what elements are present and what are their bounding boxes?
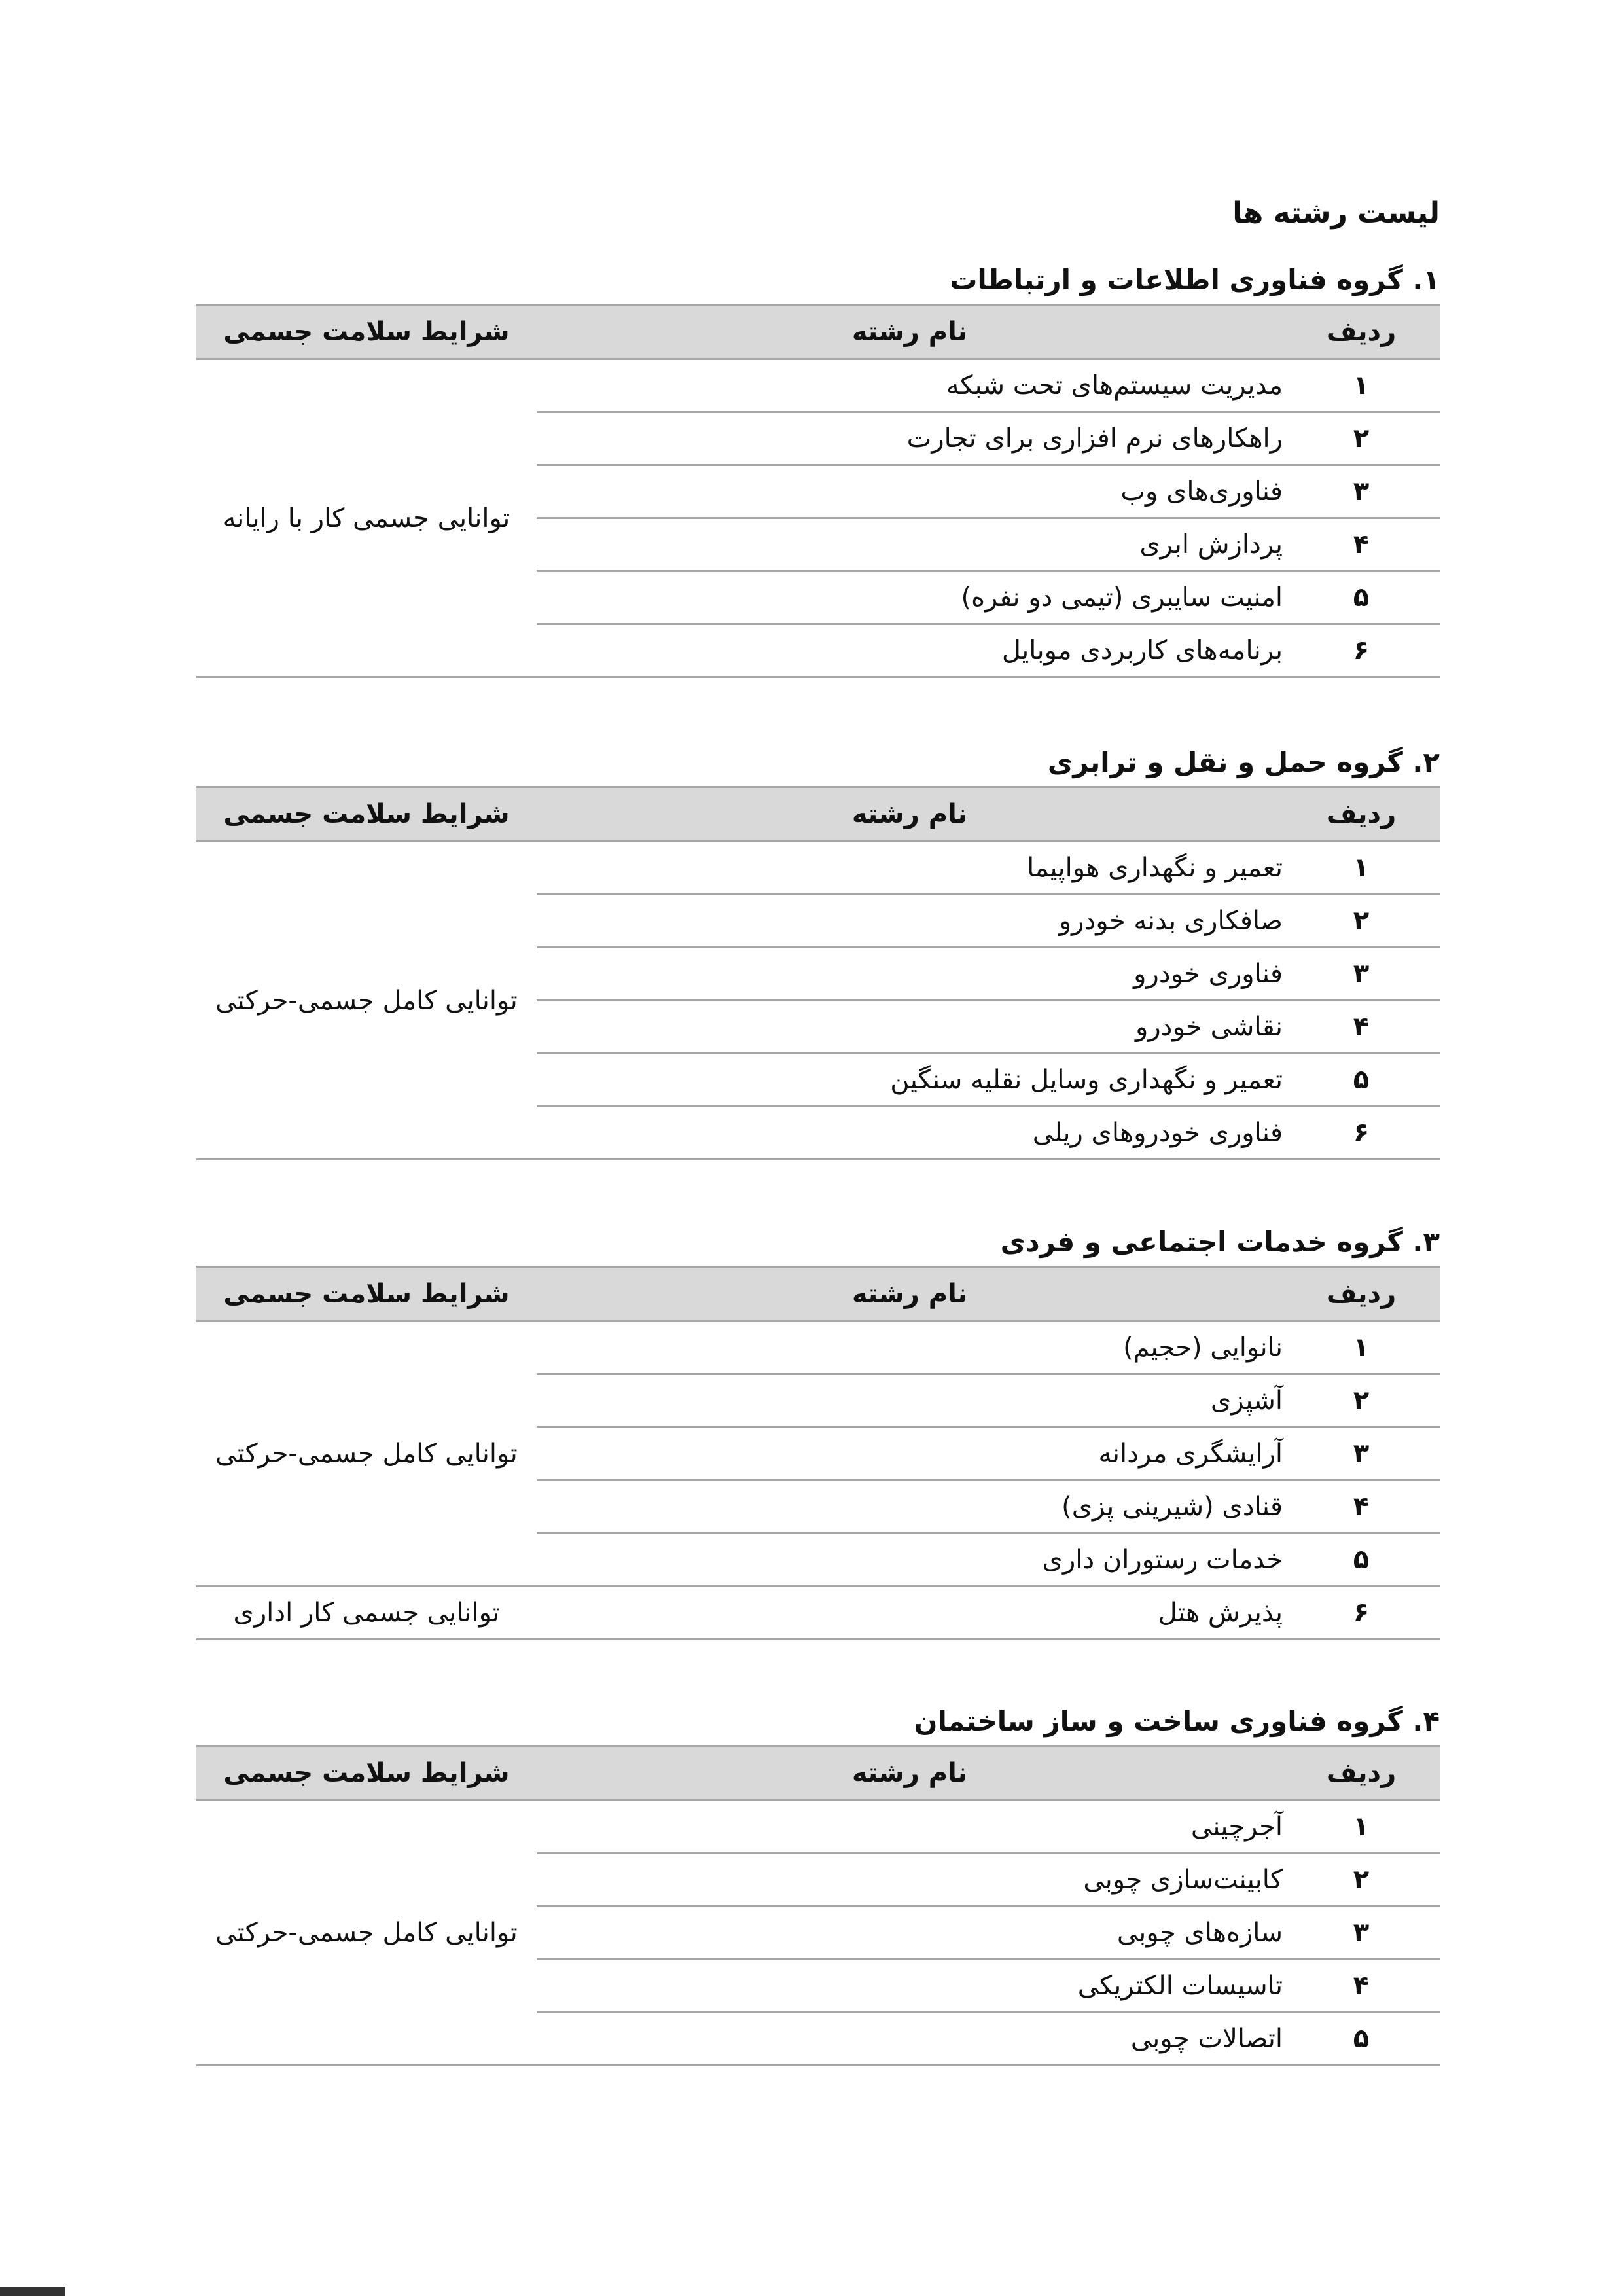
row-number: ۲ <box>1283 895 1440 948</box>
header-major-name: نام رشته <box>537 787 1283 842</box>
major-name: نانوایی (حجیم) <box>537 1321 1283 1374</box>
row-number: ۳ <box>1283 1427 1440 1480</box>
row-number: ۴ <box>1283 1960 1440 2013</box>
major-name: اتصالات چوبی <box>537 2013 1283 2066</box>
row-number: ۶ <box>1283 1107 1440 1160</box>
major-name: پردازش ابری <box>537 518 1283 571</box>
major-name: کابینت‌سازی چوبی <box>537 1854 1283 1907</box>
section-heading: ۴. گروه فناوری ساخت و ساز ساختمان <box>914 1705 1440 1737</box>
header-row-number: ردیف <box>1283 1746 1440 1801</box>
header-row-number: ردیف <box>1283 787 1440 842</box>
major-name: پذیرش هتل <box>537 1587 1283 1640</box>
header-health-requirements: شرایط سلامت جسمی <box>196 1746 537 1801</box>
table-header-row <box>196 305 1440 359</box>
table-header-row <box>196 1746 1440 1801</box>
major-name: برنامه‌های کاربردی موبایل <box>537 624 1283 677</box>
majors-table <box>196 786 1440 1160</box>
major-name: آشپزی <box>537 1374 1283 1427</box>
major-name: خدمات رستوران داری <box>537 1534 1283 1587</box>
row-number: ۴ <box>1283 1480 1440 1534</box>
header-major-name: نام رشته <box>537 1267 1283 1321</box>
header-health-requirements: شرایط سلامت جسمی <box>196 787 537 842</box>
row-number: ۵ <box>1283 2013 1440 2066</box>
row-number: ۳ <box>1283 465 1440 518</box>
section-heading: ۱. گروه فناوری اطلاعات و ارتباطات <box>950 264 1440 296</box>
row-number: ۴ <box>1283 1001 1440 1054</box>
section-heading: ۲. گروه حمل و نقل و ترابری <box>1047 746 1440 778</box>
major-name: فناوری خودرو <box>537 948 1283 1001</box>
major-name: فناوری خودروهای ریلی <box>537 1107 1283 1160</box>
row-number: ۱ <box>1283 1801 1440 1854</box>
major-name: تعمیر و نگهداری وسایل نقلیه سنگین <box>537 1054 1283 1107</box>
row-number: ۶ <box>1283 1587 1440 1640</box>
row-number: ۳ <box>1283 948 1440 1001</box>
row-number: ۴ <box>1283 518 1440 571</box>
health-requirement: توانایی جسمی کار با رایانه <box>196 359 537 677</box>
row-number: ۱ <box>1283 359 1440 412</box>
table-row <box>196 1321 1440 1374</box>
health-requirement: توانایی کامل جسمی-حرکتی <box>196 1801 537 2066</box>
row-number: ۵ <box>1283 1534 1440 1587</box>
health-requirement: توانایی جسمی کار اداری <box>196 1587 537 1640</box>
major-name: امنیت سایبری (تیمی دو نفره) <box>537 571 1283 624</box>
row-number: ۲ <box>1283 412 1440 465</box>
major-name: فناوری‌های وب <box>537 465 1283 518</box>
table-row <box>196 1587 1440 1640</box>
major-name: تعمیر و نگهداری هواپیما <box>537 842 1283 895</box>
row-number: ۲ <box>1283 1854 1440 1907</box>
page-title: لیست رشته ها <box>1232 196 1440 230</box>
row-number: ۳ <box>1283 1907 1440 1960</box>
header-health-requirements: شرایط سلامت جسمی <box>196 305 537 359</box>
major-name: مدیریت سیستم‌های تحت شبکه <box>537 359 1283 412</box>
header-major-name: نام رشته <box>537 1746 1283 1801</box>
row-number: ۲ <box>1283 1374 1440 1427</box>
table-header-row <box>196 787 1440 842</box>
row-number: ۵ <box>1283 571 1440 624</box>
major-name: راهکارهای نرم افزاری برای تجارت <box>537 412 1283 465</box>
major-name: آرایشگری مردانه <box>537 1427 1283 1480</box>
footer-watermark <box>0 2287 65 2296</box>
major-name: سازه‌های چوبی <box>537 1907 1283 1960</box>
majors-table <box>196 304 1440 678</box>
section-heading: ۳. گروه خدمات اجتماعی و فردی <box>1000 1226 1440 1258</box>
major-name: قنادی (شیرینی پزی) <box>537 1480 1283 1534</box>
header-row-number: ردیف <box>1283 1267 1440 1321</box>
header-health-requirements: شرایط سلامت جسمی <box>196 1267 537 1321</box>
major-name: صافکاری بدنه خودرو <box>537 895 1283 948</box>
row-number: ۵ <box>1283 1054 1440 1107</box>
health-requirement: توانایی کامل جسمی-حرکتی <box>196 1321 537 1587</box>
row-number: ۶ <box>1283 624 1440 677</box>
header-row-number: ردیف <box>1283 305 1440 359</box>
row-number: ۱ <box>1283 1321 1440 1374</box>
table-row <box>196 1801 1440 1854</box>
major-name: آجرچینی <box>537 1801 1283 1854</box>
row-number: ۱ <box>1283 842 1440 895</box>
health-requirement: توانایی کامل جسمی-حرکتی <box>196 842 537 1160</box>
table-header-row <box>196 1267 1440 1321</box>
table-row <box>196 359 1440 412</box>
majors-table <box>196 1745 1440 2066</box>
header-major-name: نام رشته <box>537 305 1283 359</box>
major-name: نقاشی خودرو <box>537 1001 1283 1054</box>
major-name: تاسیسات الکتریکی <box>537 1960 1283 2013</box>
majors-table <box>196 1266 1440 1640</box>
table-row <box>196 842 1440 895</box>
